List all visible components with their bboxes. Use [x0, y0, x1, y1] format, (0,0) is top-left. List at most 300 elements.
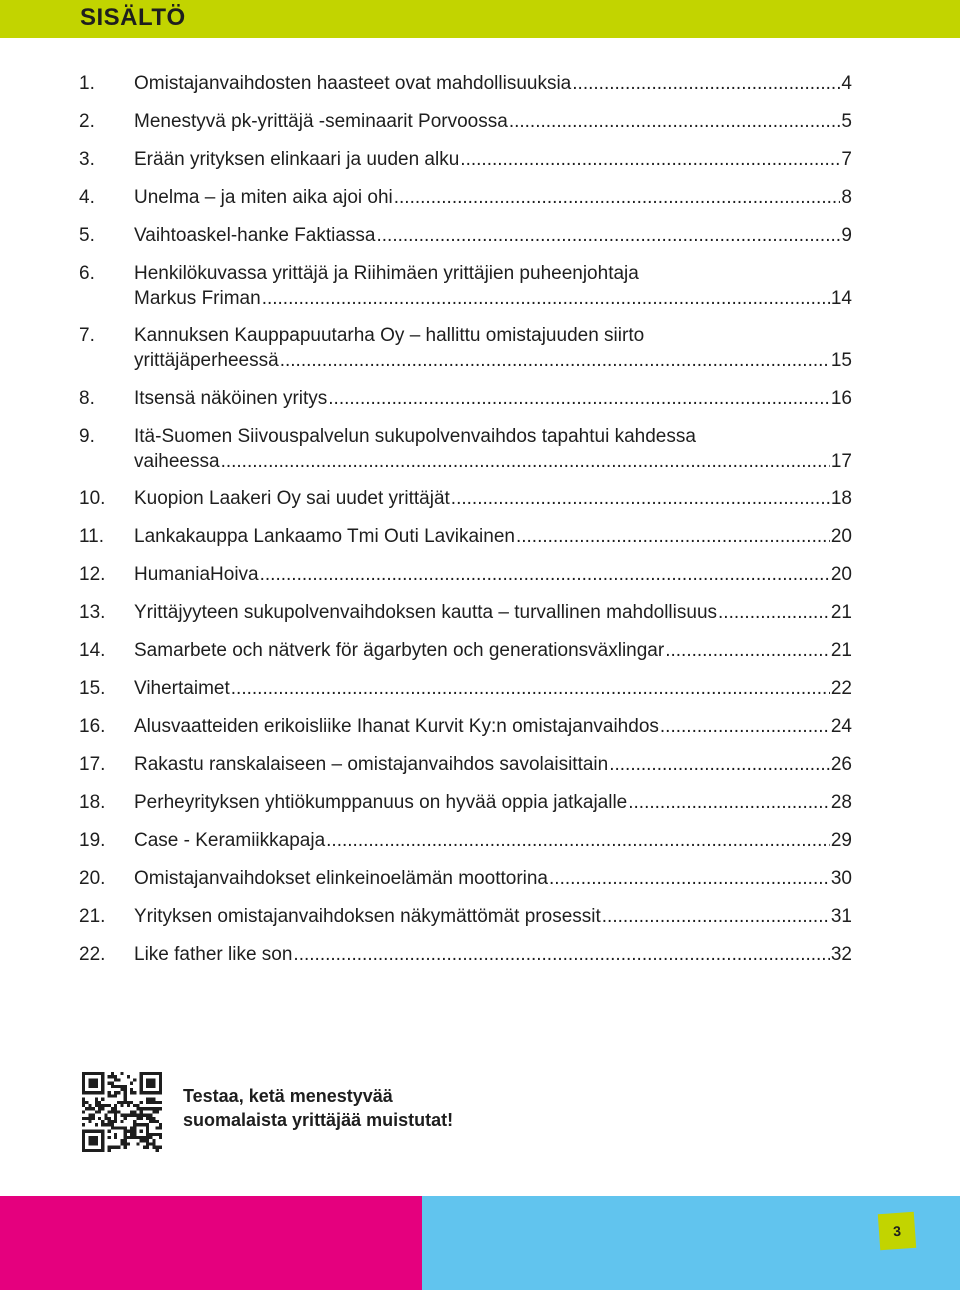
qr-module: [149, 1101, 152, 1104]
qr-module: [82, 1098, 85, 1101]
toc-entry-page: 20: [830, 564, 852, 585]
qr-module: [117, 1146, 120, 1149]
qr-module: [101, 1120, 104, 1123]
qr-module: [82, 1146, 85, 1149]
qr-module: [143, 1072, 146, 1075]
qr-module: [88, 1139, 91, 1142]
qr-module: [108, 1104, 111, 1107]
qr-module: [114, 1078, 117, 1081]
qr-module: [140, 1091, 143, 1094]
qr-module: [108, 1136, 111, 1139]
toc-entry-title: HumaniaHoiva: [134, 564, 259, 585]
qr-module: [124, 1133, 127, 1136]
qr-module: [130, 1088, 133, 1091]
qr-module: [108, 1091, 111, 1094]
qr-module: [152, 1146, 155, 1149]
qr-module: [149, 1085, 152, 1088]
toc-dot-leader: [665, 639, 830, 663]
qr-module: [92, 1136, 95, 1139]
toc-dot-leader: [451, 487, 830, 511]
qr-module: [114, 1133, 117, 1136]
qr-module: [124, 1136, 127, 1139]
qr-module: [85, 1072, 88, 1075]
qr-module: [133, 1091, 136, 1094]
qr-module: [149, 1117, 152, 1120]
toc-entry-line: [134, 791, 852, 815]
qr-module: [120, 1126, 123, 1129]
qr-module: [98, 1117, 101, 1120]
toc-entry-page: 20: [830, 526, 852, 547]
qr-module: [156, 1091, 159, 1094]
qr-module: [114, 1104, 117, 1107]
qr-module: [95, 1149, 98, 1152]
qr-module: [95, 1098, 98, 1101]
qr-module: [127, 1142, 130, 1145]
qr-module: [159, 1133, 162, 1136]
qr-module: [82, 1072, 85, 1075]
qr-module: [159, 1101, 162, 1104]
qr-module: [92, 1117, 95, 1120]
qr-module: [108, 1146, 111, 1149]
qr-module: [85, 1117, 88, 1120]
qr-module: [152, 1085, 155, 1088]
qr-module: [101, 1149, 104, 1152]
qr-module: [98, 1072, 101, 1075]
toc-entry-page: 26: [830, 754, 852, 775]
qr-module: [117, 1110, 120, 1113]
qr-module: [114, 1075, 117, 1078]
qr-module: [95, 1136, 98, 1139]
qr-module: [149, 1133, 152, 1136]
page-number: 3: [892, 1222, 902, 1240]
qr-module: [114, 1117, 117, 1120]
toc-entry-title: Vihertaimet: [134, 678, 230, 699]
qr-module: [140, 1123, 143, 1126]
qr-module: [130, 1082, 133, 1085]
toc-entry-line: [134, 905, 852, 929]
qr-module: [127, 1101, 130, 1104]
qr-module: [146, 1133, 149, 1136]
qr-module: [82, 1149, 85, 1152]
qr-module: [149, 1091, 152, 1094]
toc-entry-page: 18: [830, 488, 852, 509]
toc-entry-line: [134, 487, 852, 511]
qr-module: [82, 1130, 85, 1133]
qr-module: [152, 1117, 155, 1120]
qr-module: [120, 1104, 123, 1107]
toc-entry-title: Itsensä näköinen yritys: [134, 388, 328, 409]
qr-module: [114, 1136, 117, 1139]
qr-module: [101, 1075, 104, 1078]
qr-module: [101, 1107, 104, 1110]
qr-module: [82, 1142, 85, 1145]
qr-module: [82, 1078, 85, 1081]
qr-module: [120, 1120, 123, 1123]
qr-module: [95, 1072, 98, 1075]
qr-module: [111, 1072, 114, 1075]
qr-module: [130, 1101, 133, 1104]
toc-entry-line: [134, 677, 852, 701]
qr-module: [156, 1110, 159, 1113]
qr-module: [152, 1139, 155, 1142]
qr-module: [117, 1078, 120, 1081]
qr-module: [82, 1123, 85, 1126]
qr-module: [146, 1085, 149, 1088]
qr-module: [95, 1082, 98, 1085]
qr-module: [108, 1130, 111, 1133]
toc-entry-title-first-line: Kannuksen Kauppapuutarha Oy – hallittu omistajuuden siirto: [134, 325, 645, 346]
qr-module: [111, 1126, 114, 1129]
toc-entry-number: 20.: [79, 868, 106, 889]
qr-module: [82, 1101, 85, 1104]
qr-module: [143, 1107, 146, 1110]
toc-entry-page: 24: [830, 716, 852, 737]
qr-module: [140, 1088, 143, 1091]
qr-module: [111, 1146, 114, 1149]
qr-module: [82, 1082, 85, 1085]
qr-module: [85, 1130, 88, 1133]
qr-module: [133, 1130, 136, 1133]
toc-entry-title: Lankakauppa Lankaamo Tmi Outi Lavikainen: [134, 526, 515, 547]
qr-module: [130, 1130, 133, 1133]
qr-module: [136, 1107, 139, 1110]
qr-module: [88, 1104, 91, 1107]
qr-module: [124, 1146, 127, 1149]
qr-module: [98, 1107, 101, 1110]
toc-entry-page: 21: [830, 602, 852, 623]
toc-dot-leader: [260, 563, 830, 587]
qr-module: [117, 1126, 120, 1129]
qr-module: [146, 1117, 149, 1120]
qr-module: [104, 1123, 107, 1126]
toc-entry-title: Omistajanvaihdokset elinkeinoelämän moottorina: [134, 868, 549, 889]
qr-module: [98, 1091, 101, 1094]
toc-entry-page: 21: [830, 640, 852, 661]
toc-dot-leader: [326, 829, 830, 853]
toc-entry-title: Erään yrityksen elinkaari ja uuden alku: [134, 149, 460, 170]
toc-entry-title: Unelma – ja miten aika ajoi ohi: [134, 187, 393, 208]
qr-module: [140, 1078, 143, 1081]
qr-module: [159, 1075, 162, 1078]
qr-module: [124, 1088, 127, 1091]
toc-entry-line: [134, 563, 852, 587]
qr-module: [143, 1114, 146, 1117]
toc-entry-line: [134, 867, 852, 891]
qr-module: [149, 1114, 152, 1117]
qr-module: [111, 1110, 114, 1113]
qr-module: [146, 1136, 149, 1139]
toc-entry-title: Menestyvä pk-yrittäjä -seminaarit Porvoossa: [134, 111, 508, 132]
qr-module: [140, 1110, 143, 1113]
footer-pink-band: [0, 1196, 422, 1290]
qr-module: [108, 1149, 111, 1152]
toc-entry-page: 22: [830, 678, 852, 699]
qr-module: [146, 1123, 149, 1126]
qr-module: [149, 1136, 152, 1139]
qr-module: [120, 1101, 123, 1104]
qr-module: [88, 1114, 91, 1117]
qr-module: [152, 1107, 155, 1110]
toc-entry-number: 6.: [79, 263, 95, 284]
toc-entry-page: 14: [830, 288, 852, 309]
toc-dot-leader: [328, 387, 830, 411]
toc-entry-page: 7: [841, 149, 852, 170]
qr-module: [82, 1133, 85, 1136]
toc-entry-number: 1.: [79, 73, 95, 94]
toc-entry-title: Like father like son: [134, 944, 293, 965]
qr-module: [88, 1107, 91, 1110]
qr-module: [124, 1117, 127, 1120]
toc-entry-number: 14.: [79, 640, 106, 661]
qr-module: [120, 1085, 123, 1088]
qr-module: [114, 1126, 117, 1129]
toc-entry-title: Case - Keramiikkapaja: [134, 830, 326, 851]
qr-module: [92, 1114, 95, 1117]
qr-module: [136, 1123, 139, 1126]
qr-module: [140, 1085, 143, 1088]
toc-dot-leader: [602, 905, 830, 929]
toc-entry-line: [134, 639, 852, 663]
qr-module: [127, 1104, 130, 1107]
qr-module: [140, 1136, 143, 1139]
toc-dot-leader: [262, 287, 830, 311]
qr-module: [146, 1114, 149, 1117]
qr-module: [117, 1085, 120, 1088]
qr-module: [95, 1139, 98, 1142]
toc-dot-leader: [231, 677, 830, 701]
qr-module: [124, 1094, 127, 1097]
qr-module: [124, 1085, 127, 1088]
toc-entry-number: 17.: [79, 754, 106, 775]
toc-entry-title: Rakastu ranskalaiseen – omistajanvaihdos savolaisittain: [134, 754, 609, 775]
qr-module: [159, 1091, 162, 1094]
qr-module: [82, 1136, 85, 1139]
qr-module: [108, 1117, 111, 1120]
qr-module: [152, 1110, 155, 1113]
toc-entry-page: 15: [830, 350, 852, 371]
qr-module: [85, 1149, 88, 1152]
qr-module: [111, 1107, 114, 1110]
qr-module: [120, 1072, 123, 1075]
qr-module: [85, 1101, 88, 1104]
toc-entry-title: Omistajanvaihdosten haasteet ovat mahdollisuuksia: [134, 73, 572, 94]
qr-module: [136, 1104, 139, 1107]
toc-dot-leader: [509, 110, 841, 134]
qr-module: [92, 1091, 95, 1094]
toc-entry-number: 12.: [79, 564, 106, 585]
toc-entry-page: 5: [841, 111, 852, 132]
qr-module: [114, 1091, 117, 1094]
qr-code: [82, 1072, 162, 1152]
qr-module: [130, 1136, 133, 1139]
toc-dot-leader: [718, 601, 830, 625]
toc-entry-title: Yrityksen omistajanvaihdoksen näkymättömät prosessit: [134, 906, 601, 927]
qr-module: [133, 1078, 136, 1081]
qr-module: [140, 1130, 143, 1133]
toc-entry-page: 31: [830, 906, 852, 927]
qr-module: [140, 1107, 143, 1110]
qr-module: [108, 1082, 111, 1085]
toc-entry-number: 21.: [79, 906, 106, 927]
qr-module: [101, 1142, 104, 1145]
qr-module: [130, 1133, 133, 1136]
toc-entry-line: [134, 601, 852, 625]
qr-module: [146, 1107, 149, 1110]
qr-module: [111, 1082, 114, 1085]
qr-module: [152, 1133, 155, 1136]
qr-module: [114, 1094, 117, 1097]
qr-module: [146, 1142, 149, 1145]
qr-module: [159, 1078, 162, 1081]
qr-module: [146, 1091, 149, 1094]
toc-entry-number: 11.: [79, 526, 105, 547]
toc-entry-line: [134, 287, 852, 311]
qr-module: [88, 1136, 91, 1139]
qr-module: [133, 1120, 136, 1123]
qr-module: [146, 1082, 149, 1085]
toc-dot-leader: [460, 148, 840, 172]
qr-module: [101, 1139, 104, 1142]
qr-module: [156, 1101, 159, 1104]
qr-module: [92, 1107, 95, 1110]
qr-module: [159, 1088, 162, 1091]
qr-module: [82, 1110, 85, 1113]
qr-caption-line-2: suomalaista yrittäjää muistutat!: [183, 1110, 454, 1130]
toc-entry-line: [134, 387, 852, 411]
toc-entry-number: 2.: [79, 111, 95, 132]
qr-module: [120, 1114, 123, 1117]
qr-caption-line-1: Testaa, ketä menestyvää: [183, 1086, 393, 1106]
toc-entry-line: [134, 450, 852, 474]
toc-entry-title: Samarbete och nätverk för ägarbyten och generationsväxlingar: [134, 640, 665, 661]
toc-entry-title: Yrittäjyyteen sukupolvenvaihdoksen kautta – turvallinen mahdollisuus: [134, 602, 718, 623]
qr-module: [127, 1114, 130, 1117]
qr-module: [133, 1133, 136, 1136]
qr-module: [101, 1088, 104, 1091]
qr-module: [92, 1139, 95, 1142]
toc-entry-number: 3.: [79, 149, 95, 170]
toc-entry-title: Vaihtoaskel-hanke Faktiassa: [134, 225, 376, 246]
toc-entry-number: 7.: [79, 325, 95, 346]
qr-module: [101, 1146, 104, 1149]
toc-entry-number: 15.: [79, 678, 106, 699]
qr-module: [98, 1104, 101, 1107]
toc-entry-number: 4.: [79, 187, 95, 208]
qr-module: [156, 1149, 159, 1152]
qr-module: [146, 1078, 149, 1081]
page-number-badge: [878, 1212, 916, 1250]
page-title: SISÄLTÖ: [80, 4, 186, 31]
qr-module: [130, 1114, 133, 1117]
toc-entry-line: [134, 829, 852, 853]
toc-dot-leader: [280, 349, 830, 373]
qr-module: [143, 1123, 146, 1126]
toc-entry-page: 32: [830, 944, 852, 965]
qr-module: [127, 1130, 130, 1133]
toc-dot-leader: [609, 753, 830, 777]
qr-module: [98, 1110, 101, 1113]
qr-module: [108, 1123, 111, 1126]
qr-module: [98, 1130, 101, 1133]
toc-entry-title: Markus Friman: [134, 288, 261, 309]
qr-module: [133, 1123, 136, 1126]
toc-entry-line: [134, 525, 852, 549]
qr-module: [85, 1107, 88, 1110]
qr-module: [101, 1133, 104, 1136]
qr-module: [101, 1104, 104, 1107]
toc-entry-line: [134, 715, 852, 739]
qr-module: [130, 1091, 133, 1094]
qr-module: [146, 1139, 149, 1142]
toc-entry-line: [134, 110, 852, 134]
qr-module: [85, 1091, 88, 1094]
qr-module: [88, 1072, 91, 1075]
qr-module: [108, 1120, 111, 1123]
qr-module: [95, 1130, 98, 1133]
qr-module: [111, 1123, 114, 1126]
toc-entry-page: 4: [841, 73, 852, 94]
toc-entry-number: 22.: [79, 944, 106, 965]
qr-module: [156, 1133, 159, 1136]
qr-module: [143, 1146, 146, 1149]
qr-module: [149, 1082, 152, 1085]
qr-module: [92, 1149, 95, 1152]
qr-module: [101, 1085, 104, 1088]
qr-module: [149, 1078, 152, 1081]
qr-module: [108, 1094, 111, 1097]
qr-module: [108, 1110, 111, 1113]
qr-module: [101, 1098, 104, 1101]
qr-module: [92, 1072, 95, 1075]
toc-entry-number: 10.: [79, 488, 106, 509]
qr-module: [159, 1126, 162, 1129]
qr-module: [136, 1136, 139, 1139]
qr-module: [101, 1082, 104, 1085]
qr-module: [124, 1098, 127, 1101]
qr-module: [149, 1072, 152, 1075]
qr-module: [95, 1142, 98, 1145]
qr-module: [95, 1101, 98, 1104]
toc-entry-page: 28: [830, 792, 852, 813]
qr-module: [88, 1120, 91, 1123]
qr-module: [101, 1078, 104, 1081]
qr-module: [146, 1072, 149, 1075]
toc-entry-number: 5.: [79, 225, 95, 246]
toc-dot-leader: [221, 450, 830, 474]
qr-module: [140, 1101, 143, 1104]
qr-module: [152, 1091, 155, 1094]
qr-module: [101, 1091, 104, 1094]
qr-module: [152, 1072, 155, 1075]
qr-module: [124, 1101, 127, 1104]
qr-module: [136, 1142, 139, 1145]
toc-entry-line: [134, 349, 852, 373]
qr-module: [159, 1107, 162, 1110]
qr-module: [133, 1136, 136, 1139]
qr-module: [114, 1146, 117, 1149]
qr-module: [146, 1098, 149, 1101]
qr-module: [111, 1075, 114, 1078]
qr-module: [159, 1082, 162, 1085]
toc-entry-page: 8: [841, 187, 852, 208]
qr-module: [98, 1101, 101, 1104]
qr-module: [114, 1107, 117, 1110]
toc-dot-leader: [394, 186, 841, 210]
qr-module: [152, 1142, 155, 1145]
qr-module: [82, 1139, 85, 1142]
qr-module: [95, 1078, 98, 1081]
qr-module: [140, 1139, 143, 1142]
